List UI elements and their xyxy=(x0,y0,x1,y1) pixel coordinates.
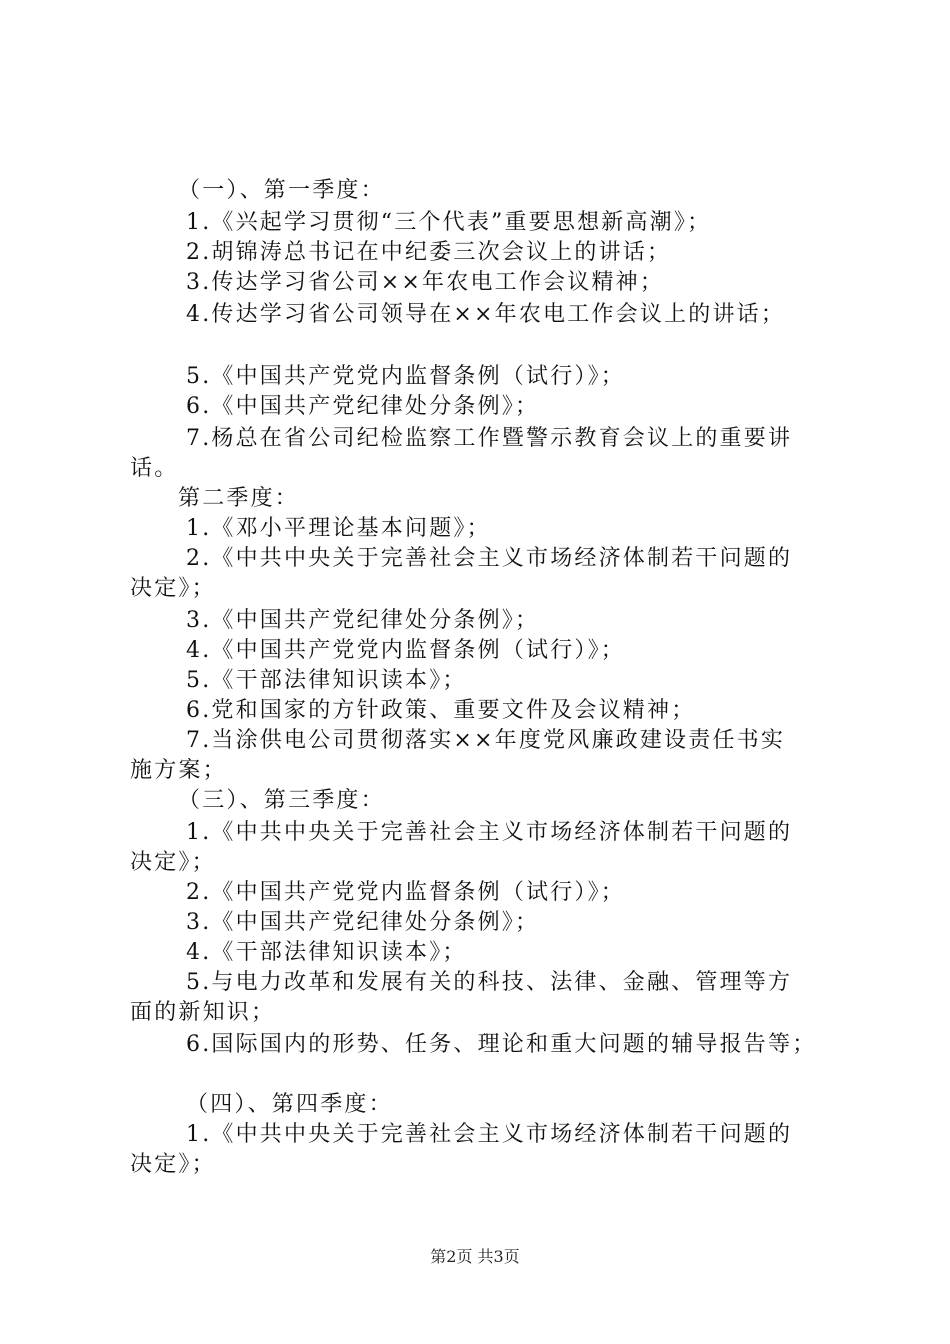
section-heading-q3: （三）、第三季度： xyxy=(178,788,385,813)
list-item: 1.《兴起学习贯彻“三个代表”重要思想新高潮》； xyxy=(186,210,712,235)
list-item: 2.胡锦涛总书记在中纪委三次会议上的讲话； xyxy=(186,240,672,265)
list-item-continuation: 决定》； xyxy=(130,576,216,601)
list-item: 4.传达学习省公司领导在××年农电工作会议上的讲话； xyxy=(186,302,786,327)
list-item-continuation: 施方案； xyxy=(130,758,227,783)
list-item: 5.与电力改革和发展有关的科技、法律、金融、管理等方 xyxy=(186,970,793,995)
list-item-continuation: 决定》； xyxy=(130,1152,216,1177)
list-item: 4.《中国共产党党内监督条例（试行）》； xyxy=(186,638,625,663)
list-item: 5.《干部法律知识读本》； xyxy=(186,668,467,693)
list-item: 1.《邓小平理论基本问题》； xyxy=(186,516,491,541)
list-item: 7.当涂供电公司贯彻落实××年度党风廉政建设责任书实 xyxy=(186,728,786,753)
list-item-continuation: 决定》； xyxy=(130,850,216,875)
list-item: 3.《中国共产党纪律处分条例》； xyxy=(186,608,540,633)
page-footer: 第2页 共3页 xyxy=(430,1247,520,1266)
list-item: 1.《中共中央关于完善社会主义市场经济体制若干问题的 xyxy=(186,820,793,845)
list-item-continuation: 话。 xyxy=(130,456,179,481)
list-item: 6.党和国家的方针政策、重要文件及会议精神； xyxy=(186,698,696,723)
list-item: 6.国际国内的形势、任务、理论和重大问题的辅导报告等； xyxy=(186,1032,817,1057)
list-item: 3.《中国共产党纪律处分条例》； xyxy=(186,910,540,935)
list-item: 2.《中共中央关于完善社会主义市场经济体制若干问题的 xyxy=(186,546,793,571)
list-item-continuation: 面的新知识； xyxy=(130,1000,276,1025)
list-item: 4.《干部法律知识读本》； xyxy=(186,940,467,965)
section-heading-q2: 第二季度： xyxy=(178,486,300,511)
list-item: 5.《中国共产党党内监督条例（试行）》； xyxy=(186,364,625,389)
list-item: 1.《中共中央关于完善社会主义市场经济体制若干问题的 xyxy=(186,1122,793,1147)
section-heading-q1: （一）、第一季度： xyxy=(178,178,385,203)
list-item: 3.传达学习省公司××年农电工作会议精神； xyxy=(186,270,665,295)
list-item: 7.杨总在省公司纪检监察工作暨警示教育会议上的重要讲 xyxy=(186,426,793,451)
list-item: 6.《中国共产党纪律处分条例》； xyxy=(186,394,540,419)
section-heading-q4: （四）、第四季度： xyxy=(186,1092,393,1117)
list-item: 2.《中国共产党党内监督条例（试行）》； xyxy=(186,880,625,905)
